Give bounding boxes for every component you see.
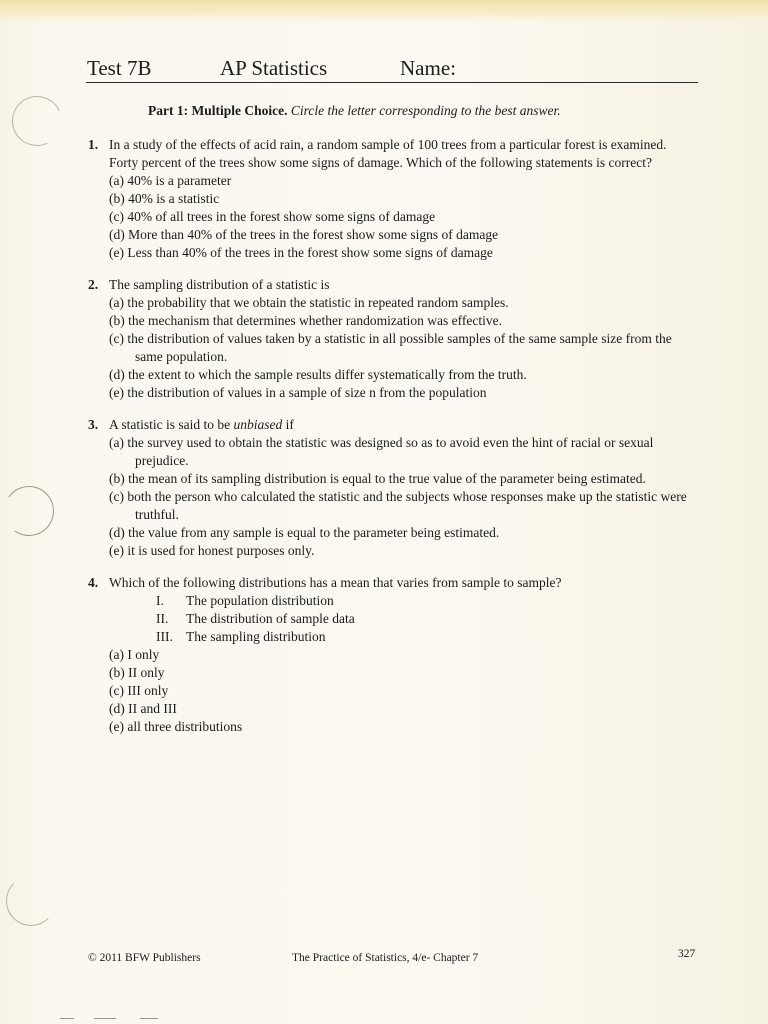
scan-marks <box>60 1018 180 1020</box>
choice-list <box>109 294 688 402</box>
choice-c[interactable]: (c) 40% of all trees in the forest show some signs of damage <box>109 209 436 224</box>
question-text: Which of the following distributions has a mean that varies from sample to sample? <box>109 575 562 590</box>
question-number: 1. <box>88 137 99 152</box>
punch-hole-bottom <box>6 876 56 926</box>
question-list <box>88 136 688 750</box>
question-number: 2. <box>88 277 99 292</box>
roman-text: The sampling distribution <box>186 629 326 644</box>
choice-list <box>109 646 688 736</box>
name-label: Name: <box>400 56 456 80</box>
roman-text: The distribution of sample data <box>186 611 355 626</box>
choice-e[interactable]: (e) Less than 40% of the trees in the forest show some signs of damage <box>109 245 493 260</box>
scan-mark <box>60 1018 74 1019</box>
question-number: 4. <box>88 575 99 590</box>
choice-d[interactable]: (d) the extent to which the sample results differ systematically from the truth. <box>109 367 527 382</box>
test-title: Test 7B <box>87 56 152 80</box>
punch-hole-middle <box>0 482 58 540</box>
question-text-end: if <box>282 417 294 432</box>
question-2 <box>88 276 688 402</box>
roman-text: The population distribution <box>186 593 334 608</box>
question-text <box>109 416 688 434</box>
choice-e[interactable]: (e) all three distributions <box>109 719 243 734</box>
roman-numeral: II. <box>156 611 169 626</box>
choice-a[interactable]: (a) 40% is a parameter <box>109 173 232 188</box>
book-title: The Practice of Statistics, 4/e- Chapter 7 <box>292 952 479 964</box>
choice-c[interactable]: (c) both the person who calculated the statistic and the subjects whose responses make up the statistic were truthful. <box>109 489 687 522</box>
instructions-text: Circle the letter corresponding to the best answer. <box>290 103 561 118</box>
course-title: AP Statistics <box>220 56 328 80</box>
choice-d[interactable]: (d) More than 40% of the trees in the forest show some signs of damage <box>109 227 499 242</box>
choice-c[interactable]: (c) the distribution of values taken by a statistic in all possible samples of the same sample size from the same population. <box>109 331 672 364</box>
instructions <box>148 103 561 119</box>
choice-a[interactable]: (a) I only <box>109 647 160 662</box>
choice-list <box>109 172 688 262</box>
choice-e[interactable]: (e) it is used for honest purposes only. <box>109 543 315 558</box>
page-number: 327 <box>678 948 696 960</box>
choice-b[interactable]: (b) II only <box>109 665 165 680</box>
choice-b[interactable]: (b) the mechanism that determines whether randomization was effective. <box>109 313 502 328</box>
question-4 <box>88 574 688 736</box>
question-number: 3. <box>88 417 99 432</box>
question-text-emphasis: unbiased <box>233 417 283 432</box>
choice-d[interactable]: (d) II and III <box>109 701 177 716</box>
question-text: The sampling distribution of a statistic is <box>109 277 330 292</box>
question-1 <box>88 136 688 262</box>
choice-a[interactable]: (a) the survey used to obtain the statistic was designed so as to avoid even the hint of racial or sexual prejudice. <box>109 435 654 468</box>
scan-mark <box>94 1018 116 1019</box>
copyright: © 2011 BFW Publishers <box>88 952 201 964</box>
punch-hole-top <box>5 89 69 153</box>
question-text: In a study of the effects of acid rain, a random sample of 100 trees from a particular forest is examined. Forty percent of the trees show some signs of damage. Which of the following statements is correct? <box>109 137 667 170</box>
roman-numeral: III. <box>156 629 173 644</box>
test-header <box>86 56 698 83</box>
roman-item-1 <box>156 592 688 610</box>
question-text-start: A statistic is said to be <box>109 417 234 432</box>
scan-mark <box>140 1018 158 1019</box>
choice-b[interactable]: (b) the mean of its sampling distribution is equal to the true value of the parameter being estimated. <box>109 471 646 486</box>
roman-numeral: I. <box>156 593 164 608</box>
choice-d[interactable]: (d) the value from any sample is equal to the parameter being estimated. <box>109 525 500 540</box>
choice-b[interactable]: (b) 40% is a statistic <box>109 191 220 206</box>
roman-item-3 <box>156 628 688 646</box>
choice-a[interactable]: (a) the probability that we obtain the statistic in repeated random samples. <box>109 295 509 310</box>
roman-item-2 <box>156 610 688 628</box>
choice-e[interactable]: (e) the distribution of values in a sample of size n from the population <box>109 385 487 400</box>
instructions-part: Part 1: Multiple Choice. <box>148 103 288 118</box>
choice-c[interactable]: (c) III only <box>109 683 169 698</box>
question-3 <box>88 416 688 560</box>
paper-edge <box>0 0 768 22</box>
choice-list <box>109 434 688 560</box>
roman-list <box>156 592 688 646</box>
